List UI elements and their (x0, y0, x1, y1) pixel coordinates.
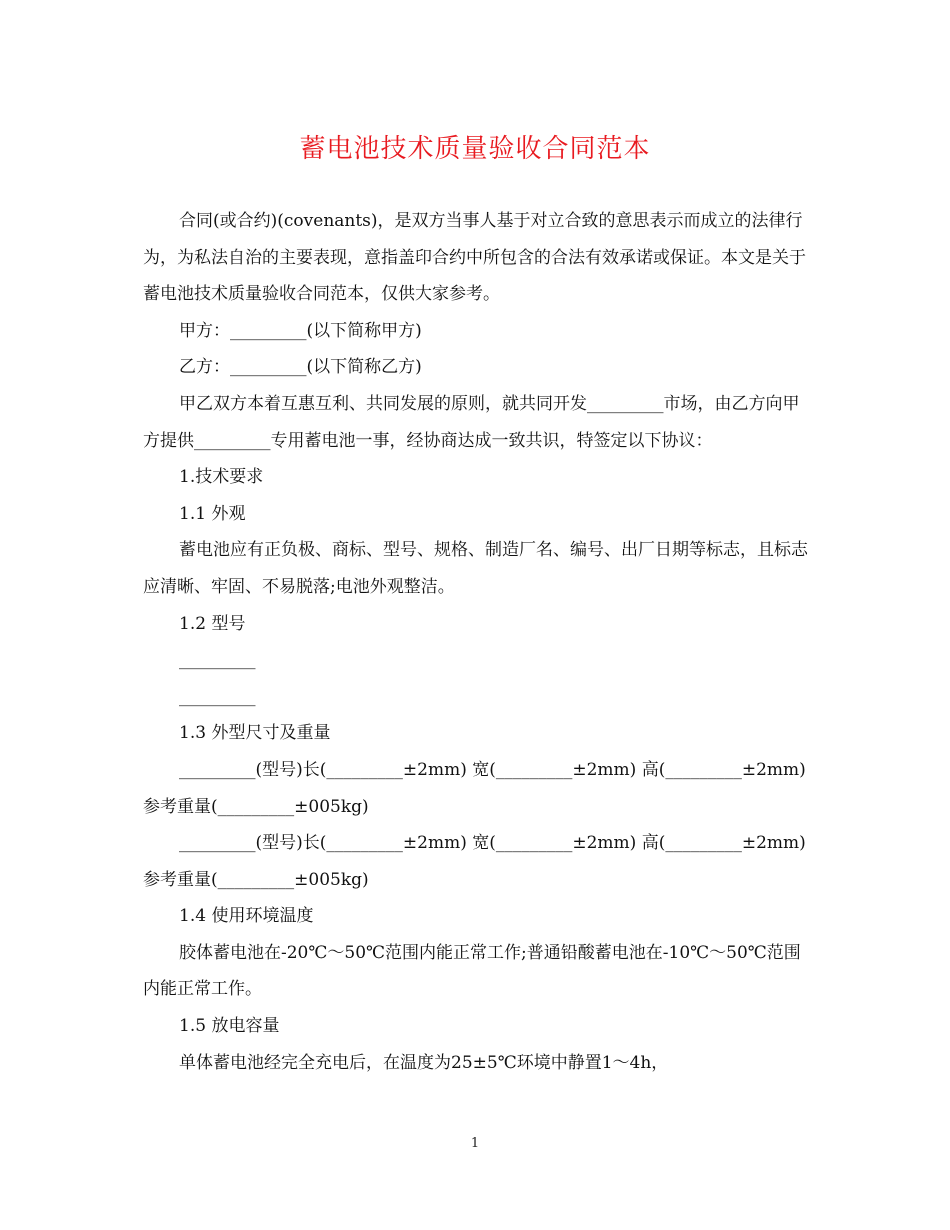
paragraph-dimensions-1: _________(型号)长(_________±2mm) 宽(_________±2mm) 高(_________±2mm) 参考重量(_________±005kg) (143, 759, 806, 817)
section-heading-capacity: 1.5 放电容量 (179, 1016, 280, 1037)
section-heading-dimensions: 1.3 外型尺寸及重量 (179, 723, 331, 744)
paragraph-dimensions-2: _________(型号)长(_________±2mm) 宽(_________±2mm) 高(_________±2mm) 参考重量(_________±005kg) (143, 833, 806, 890)
section-heading-model: 1.2 型号 (179, 613, 246, 634)
section-heading-appearance: 1.1 外观 (179, 503, 246, 524)
page-number: 1 (470, 1136, 480, 1151)
party-a-line: 甲方：_________(以下简称甲方) (179, 320, 422, 341)
model-blank-1: _________ (179, 650, 256, 671)
paragraph-appearance: 蓄电池应有正负极、商标、型号、规格、制造厂名、编号、出厂日期等标志，且标志应清晰、牢固、不易脱落;电池外观整洁。 (143, 540, 808, 597)
document-body (143, 203, 808, 1081)
model-blank-2: _________ (179, 686, 256, 707)
section-heading-technical-requirements: 1.技术要求 (179, 467, 264, 488)
section-heading-temperature: 1.4 使用环境温度 (179, 906, 314, 927)
paragraph-intro: 合同(或合约)(covenants)，是双方当事人基于对立合致的意思表示而成立的法律行为，为私法自治的主要表现，意指盖印合约中所包含的合法有效承诺或保证。本文是关于蓄电池技术质量验收合同范本，仅供大家参考。 (143, 211, 806, 305)
paragraph-capacity: 单体蓄电池经完全充电后，在温度为25±5℃环境中静置1～4h， (179, 1052, 669, 1073)
party-b-line: 乙方：_________(以下简称乙方) (179, 357, 422, 378)
document-title: 蓄电池技术质量验收合同范本 (299, 134, 651, 164)
paragraph-agreement: 甲乙双方本着互惠互利、共同发展的原则，就共同开发_________市场，由乙方向甲方提供_________专用蓄电池一事，经协商达成一致共识，特签定以下协议： (143, 393, 800, 451)
paragraph-temperature: 胶体蓄电池在-20℃～50℃范围内能正常工作;普通铅酸蓄电池在-10℃～50℃范围内能正常工作。 (143, 942, 801, 1000)
